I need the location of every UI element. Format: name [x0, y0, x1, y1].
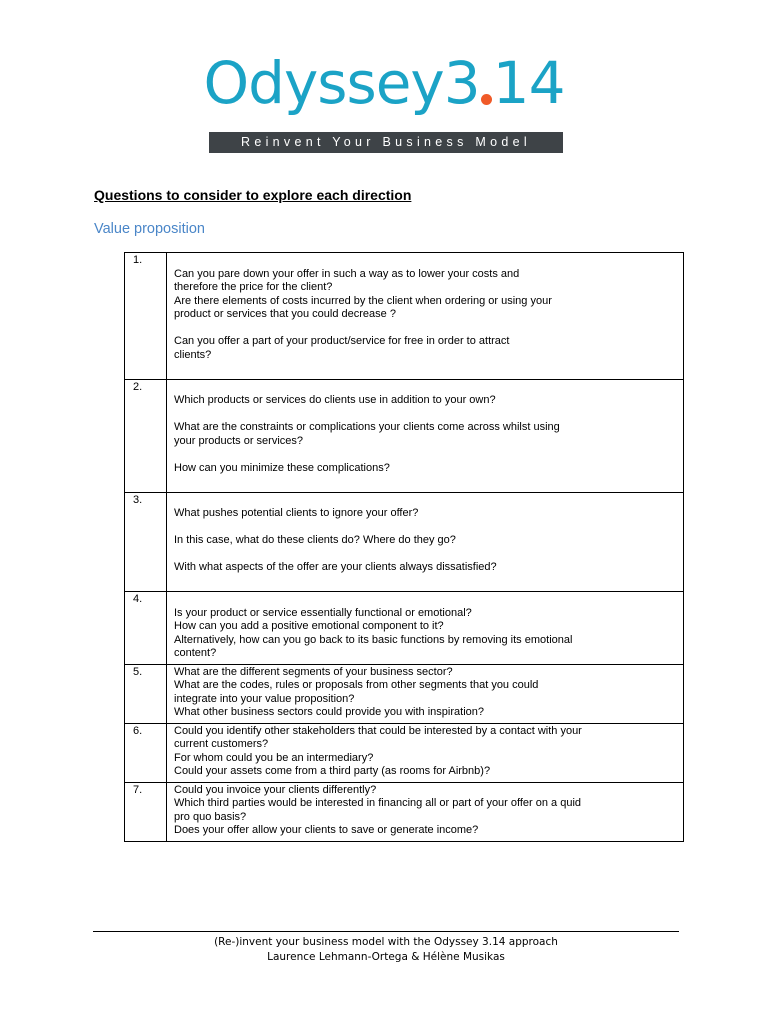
- question-line: Does your offer allow your clients to save or generate income?: [174, 824, 479, 836]
- question-line: Which products or services do clients use in addition to your own?: [174, 394, 496, 406]
- question-number: 2.: [125, 379, 167, 492]
- question-line: What pushes potential clients to ignore your offer?: [174, 507, 419, 519]
- question-line: [174, 593, 679, 607]
- logo-number-14: 14: [492, 49, 565, 117]
- question-line: Are there elements of costs incurred by the client when ordering or using your: [174, 294, 552, 307]
- section-heading: Value proposition: [94, 221, 205, 237]
- question-line: content?: [174, 647, 217, 659]
- question-line: Can you pare down your offer in such a way as to lower your costs and: [174, 267, 520, 280]
- question-line: [174, 475, 679, 489]
- footer-line-1: (Re-)invent your business model with the Odyssey 3.14 approach: [214, 936, 558, 948]
- question-line: Could you identify other stakeholders that could be interested by a contact with your: [174, 724, 582, 737]
- question-line: What other business sectors could provide you with inspiration?: [174, 706, 484, 718]
- question-text: [167, 379, 684, 492]
- question-line: [174, 362, 679, 376]
- question-number: 1.: [125, 253, 167, 380]
- question-text: [167, 492, 684, 592]
- question-line: Could you invoice your clients differently?: [174, 783, 377, 796]
- question-text: [167, 723, 684, 782]
- question-line: What are the different segments of your business sector?: [174, 665, 453, 678]
- question-line: For whom could you be an intermediary?: [174, 751, 374, 764]
- question-line: What are the codes, rules or proposals from other segments that you could: [174, 679, 539, 691]
- question-text: [167, 253, 684, 380]
- question-text: [167, 592, 684, 665]
- table-row: [125, 664, 684, 723]
- logo-wordmark: [204, 48, 565, 118]
- table-row: [125, 592, 684, 665]
- logo-number-3: 3: [443, 49, 480, 117]
- question-line: [174, 408, 679, 422]
- question-line: Could your assets come from a third party (as rooms for Airbnb)?: [174, 765, 491, 777]
- question-line: [174, 254, 679, 268]
- table-row: [125, 723, 684, 782]
- question-line: [174, 521, 679, 535]
- questions-table: [124, 252, 684, 842]
- question-number: 6.: [125, 723, 167, 782]
- question-line: product or services that you could decrease ?: [174, 308, 396, 320]
- question-line: What are the constraints or complications your clients come across whilst using: [174, 421, 560, 433]
- logo-dot-icon: [481, 94, 492, 105]
- question-line: In this case, what do these clients do? Where do they go?: [174, 534, 456, 546]
- question-text: [167, 664, 684, 723]
- question-line: [174, 381, 679, 395]
- question-text: [167, 782, 684, 841]
- question-line: [174, 322, 679, 336]
- question-line: How can you add a positive emotional component to it?: [174, 620, 444, 632]
- question-line: Is your product or service essentially functional or emotional?: [174, 606, 472, 619]
- question-line: integrate into your value proposition?: [174, 692, 355, 705]
- question-line: Alternatively, how can you go back to its basic functions by removing its emotional: [174, 633, 573, 646]
- question-line: [174, 494, 679, 508]
- question-line: With what aspects of the offer are your clients always dissatisfied?: [174, 561, 497, 573]
- odyssey-logo: [0, 48, 768, 118]
- question-number: 7.: [125, 782, 167, 841]
- question-number: 4.: [125, 592, 167, 665]
- question-line: current customers?: [174, 738, 269, 750]
- question-line: [174, 448, 679, 462]
- question-line: [174, 575, 679, 589]
- question-number: 5.: [125, 664, 167, 723]
- question-number: 3.: [125, 492, 167, 592]
- question-line: Can you offer a part of your product/service for free in order to attract: [174, 335, 510, 347]
- table-row: [125, 492, 684, 592]
- table-row: [125, 253, 684, 380]
- table-row: [125, 379, 684, 492]
- logo-word: Odyssey: [203, 49, 444, 117]
- question-line: How can you minimize these complications?: [174, 461, 390, 474]
- table-row: [125, 782, 684, 841]
- footer-line-2: Laurence Lehmann-Ortega & Hélène Musikas: [267, 951, 505, 963]
- question-line: pro quo basis?: [174, 810, 247, 823]
- footer-divider: [93, 931, 679, 932]
- question-line: Which third parties would be interested in financing all or part of your offer on a quid: [174, 797, 582, 809]
- question-line: your products or services?: [174, 434, 303, 447]
- page-heading: Questions to consider to explore each direction: [94, 187, 412, 203]
- question-line: therefore the price for the client?: [174, 281, 333, 293]
- logo-tagline: Reinvent Your Business Model: [209, 132, 563, 153]
- question-line: clients?: [174, 348, 212, 361]
- question-line: [174, 548, 679, 562]
- footer: [93, 935, 679, 965]
